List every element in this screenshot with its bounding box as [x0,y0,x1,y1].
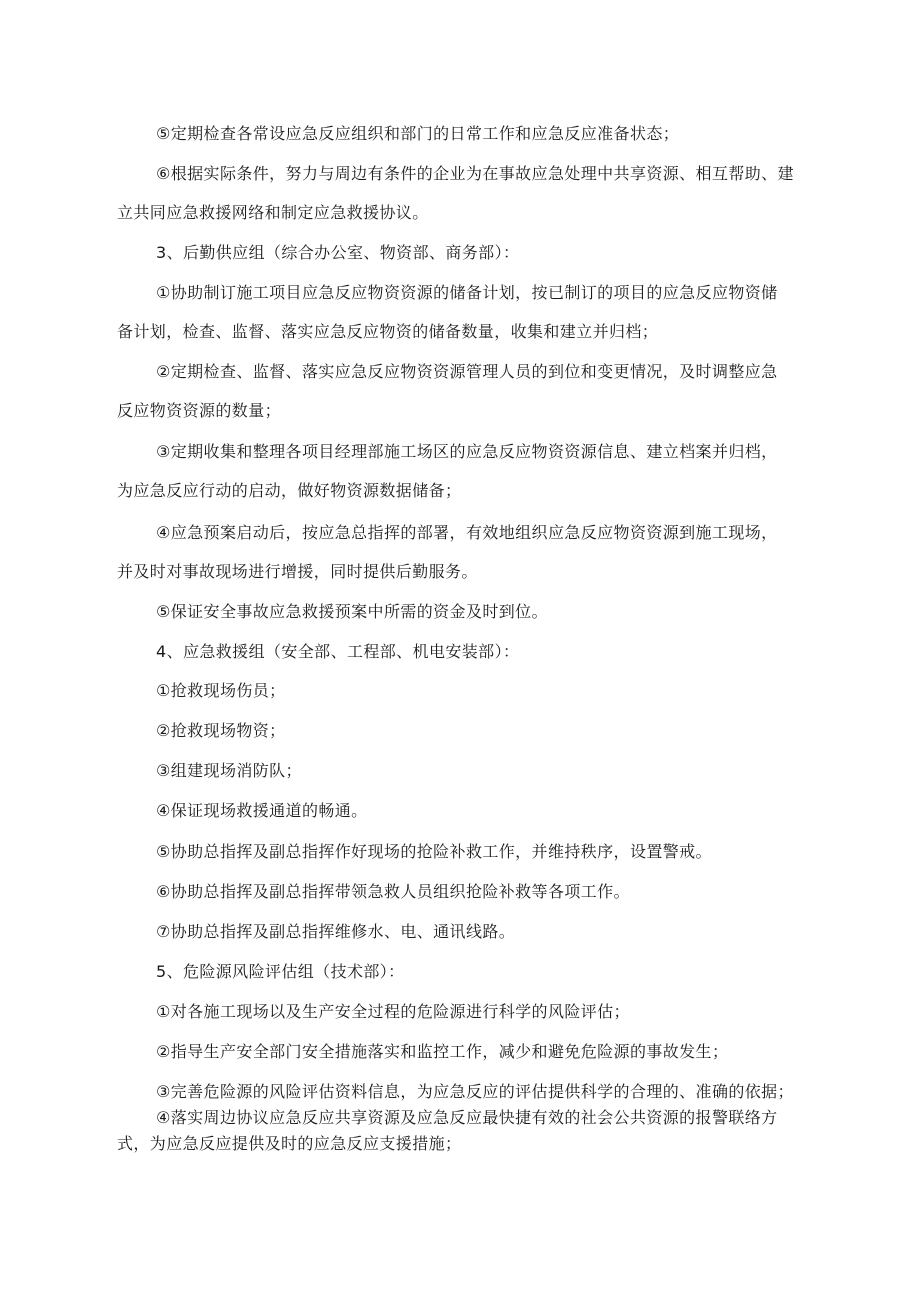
paragraph-line: ①协助制订施工项目应急反应物资资源的储备计划，按已制订的项目的应急反应物资储 [156,283,778,302]
paragraph-line: ①对各施工现场以及生产安全过程的危险源进行科学的风险评估； [156,1002,630,1021]
section-heading: 5、危险源风险评估组（技术部）： [156,962,405,981]
paragraph-line: ⑤定期检查各常设应急反应组织和部门的日常工作和应急反应准备状态； [156,124,680,143]
paragraph-line: ③完善危险源的风险评估资料信息，为应急反应的评估提供科学的合理的、准确的依据； [156,1082,794,1101]
paragraph-line: 反应物资资源的数量； [117,401,282,420]
paragraph-line: 并及时对事故现场进行增援，同时提供后勤服务。 [117,562,478,581]
section-heading: 4、应急救援组（安全部、工程部、机电安装部）： [156,642,520,661]
paragraph-line: ①抢救现场伤员； [156,681,286,700]
paragraph-line: 为应急反应行动的启动，做好物资源数据储备； [117,481,462,500]
paragraph-line: 备计划，检查、监督、落实应急反应物资的储备数量，收集和建立并归档； [117,322,659,341]
paragraph-line: ③定期收集和整理各项目经理部施工场区的应急反应物资资源信息、建立档案并归档， [156,442,778,461]
paragraph-line: ④保证现场救援通道的畅通。 [156,801,368,820]
paragraph-line: 式，为应急反应提供及时的应急反应支援措施； [117,1134,462,1153]
paragraph-line: ⑤协助总指挥及副总指挥作好现场的抢险补救工作，并维持秩序，设置警戒。 [156,842,712,861]
paragraph-line: ⑥协助总指挥及副总指挥带领急救人员组织抢险补救等各项工作。 [156,882,630,901]
paragraph-line: 立共同应急救援网络和制定应急救援协议。 [117,203,429,222]
paragraph-line: ③组建现场消防队； [156,761,302,780]
paragraph-line: ④落实周边协议应急反应共享资源及应急反应最快捷有效的社会公共资源的报警联络方 [156,1108,778,1127]
paragraph-line: ②定期检查、监督、落实应急反应物资资源管理人员的到位和变更情况，及时调整应急 [156,362,778,381]
paragraph-line: ②指导生产安全部门安全措施落实和监控工作，减少和避免危险源的事故发生； [156,1042,729,1061]
paragraph-line: ④应急预案启动后，按应急总指挥的部署，有效地组织应急反应物资资源到施工现场， [156,523,778,542]
paragraph-line: ②抢救现场物资； [156,721,286,740]
paragraph-line: ⑤保证安全事故应急救援预案中所需的资金及时到位。 [156,602,548,621]
paragraph-line: ⑦协助总指挥及副总指挥维修水、电、通讯线路。 [156,922,516,941]
section-heading: 3、后勤供应组（综合办公室、物资部、商务部）： [156,243,520,262]
paragraph-line: ⑥根据实际条件，努力与周边有条件的企业为在事故应急处理中共享资源、相互帮助、建 [156,164,794,183]
